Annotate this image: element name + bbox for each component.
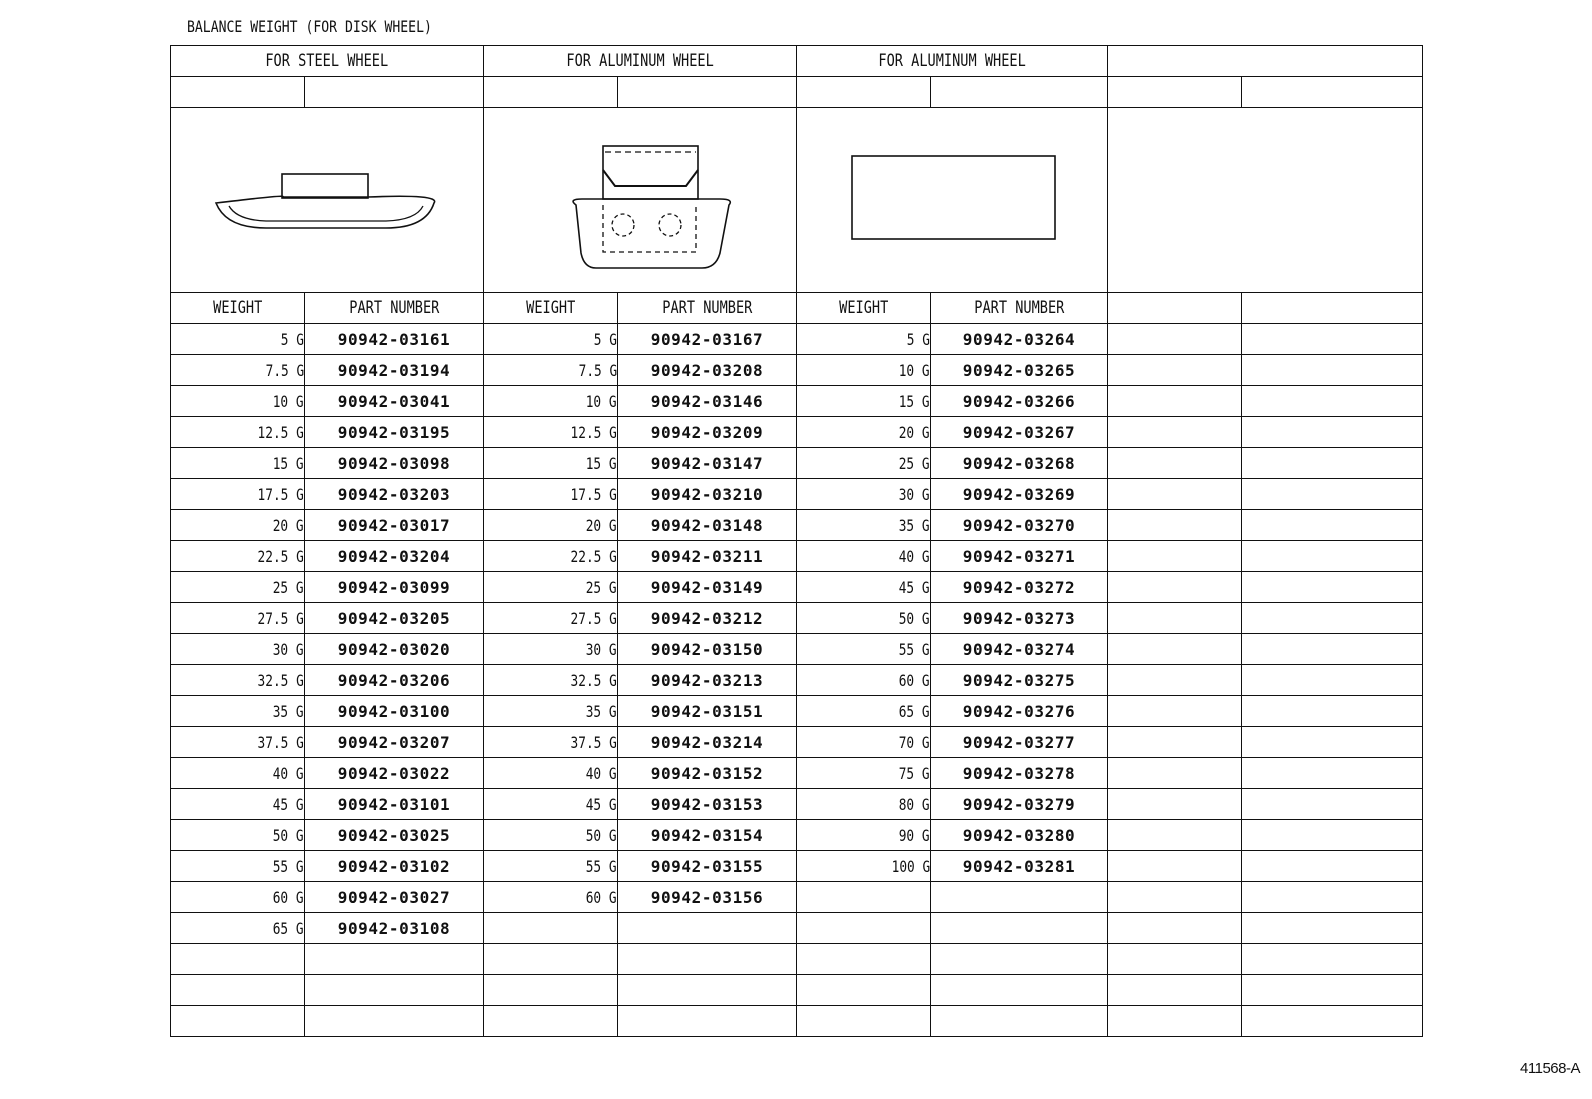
empty-cell xyxy=(1242,665,1423,696)
table-row xyxy=(171,479,1423,510)
part-number-cell xyxy=(618,1006,797,1037)
table-row xyxy=(171,355,1423,386)
weight-cell: 50 G xyxy=(797,603,931,634)
table-row xyxy=(171,789,1423,820)
empty-cell xyxy=(1108,789,1242,820)
aluminum-clip-weight-icon xyxy=(484,108,795,292)
part-number-cell: 90942-03273 xyxy=(931,603,1108,634)
weight-cell xyxy=(171,975,305,1006)
weight-column-header: WEIGHT xyxy=(797,293,931,324)
weight-cell: 55 G xyxy=(797,634,931,665)
weight-cell: 20 G xyxy=(484,510,618,541)
empty-cell xyxy=(1108,882,1242,913)
weight-cell: 100 G xyxy=(797,851,931,882)
weight-cell: 12.5 G xyxy=(171,417,305,448)
weight-cell: 40 G xyxy=(484,758,618,789)
empty-cell xyxy=(1108,510,1242,541)
empty-cell xyxy=(1242,634,1423,665)
part-number-column-header: PART NUMBER xyxy=(618,293,797,324)
weight-cell xyxy=(797,913,931,944)
weight-cell: 35 G xyxy=(171,696,305,727)
table-row xyxy=(171,324,1423,355)
part-number-cell: 90942-03207 xyxy=(305,727,484,758)
weight-cell: 35 G xyxy=(797,510,931,541)
part-number-cell: 90942-03195 xyxy=(305,417,484,448)
empty-cell xyxy=(1108,758,1242,789)
part-number-cell xyxy=(305,944,484,975)
part-number-cell: 90942-03281 xyxy=(931,851,1108,882)
empty-cell xyxy=(1108,851,1242,882)
part-number-cell: 90942-03206 xyxy=(305,665,484,696)
weight-cell: 30 G xyxy=(797,479,931,510)
weight-cell: 45 G xyxy=(484,789,618,820)
part-number-cell xyxy=(618,944,797,975)
weight-cell: 25 G xyxy=(797,448,931,479)
part-number-cell xyxy=(931,944,1108,975)
part-number-cell: 90942-03274 xyxy=(931,634,1108,665)
group-header-row xyxy=(171,46,1423,77)
weight-cell xyxy=(171,944,305,975)
part-number-cell: 90942-03267 xyxy=(931,417,1108,448)
weight-cell: 27.5 G xyxy=(171,603,305,634)
part-number-cell: 90942-03017 xyxy=(305,510,484,541)
weight-cell: 5 G xyxy=(484,324,618,355)
part-number-cell: 90942-03278 xyxy=(931,758,1108,789)
part-number-cell: 90942-03022 xyxy=(305,758,484,789)
part-number-cell: 90942-03208 xyxy=(618,355,797,386)
weight-cell: 10 G xyxy=(797,355,931,386)
empty-cell xyxy=(1242,448,1423,479)
weight-cell: 40 G xyxy=(171,758,305,789)
empty-cell xyxy=(1242,851,1423,882)
part-number-column-header: PART NUMBER xyxy=(931,293,1108,324)
table-row xyxy=(171,944,1423,975)
empty-cell xyxy=(1242,355,1423,386)
illustration-row xyxy=(171,108,1423,293)
part-number-cell: 90942-03194 xyxy=(305,355,484,386)
part-number-cell: 90942-03101 xyxy=(305,789,484,820)
empty-cell xyxy=(1108,603,1242,634)
weight-cell: 65 G xyxy=(171,913,305,944)
part-number-column-header: PART NUMBER xyxy=(305,293,484,324)
empty-cell xyxy=(1108,634,1242,665)
weight-cell: 45 G xyxy=(171,789,305,820)
weight-cell: 7.5 G xyxy=(484,355,618,386)
part-number-cell: 90942-03211 xyxy=(618,541,797,572)
part-number-cell: 90942-03271 xyxy=(931,541,1108,572)
empty-cell xyxy=(1108,448,1242,479)
weight-cell xyxy=(171,1006,305,1037)
part-number-cell: 90942-03204 xyxy=(305,541,484,572)
weight-cell: 10 G xyxy=(484,386,618,417)
weight-cell: 45 G xyxy=(797,572,931,603)
weight-cell: 22.5 G xyxy=(484,541,618,572)
table-row xyxy=(171,417,1423,448)
adhesive-weight-icon xyxy=(797,108,1108,292)
part-number-cell xyxy=(305,975,484,1006)
weight-cell xyxy=(797,1006,931,1037)
part-number-cell: 90942-03147 xyxy=(618,448,797,479)
weight-cell: 25 G xyxy=(484,572,618,603)
figure-code: 411568-A xyxy=(1520,1060,1580,1077)
weight-cell: 17.5 G xyxy=(171,479,305,510)
empty-cell xyxy=(1108,1006,1242,1037)
page-title: BALANCE WEIGHT (FOR DISK WHEEL) xyxy=(187,17,432,36)
part-number-cell: 90942-03209 xyxy=(618,417,797,448)
weight-cell: 22.5 G xyxy=(171,541,305,572)
part-number-cell: 90942-03149 xyxy=(618,572,797,603)
empty-cell xyxy=(1242,386,1423,417)
weight-cell: 65 G xyxy=(797,696,931,727)
empty-cell xyxy=(1242,417,1423,448)
part-number-cell: 90942-03108 xyxy=(305,913,484,944)
weight-cell: 70 G xyxy=(797,727,931,758)
empty-cell xyxy=(1242,944,1423,975)
part-number-cell: 90942-03027 xyxy=(305,882,484,913)
part-number-cell: 90942-03265 xyxy=(931,355,1108,386)
part-number-cell xyxy=(618,913,797,944)
part-number-cell: 90942-03266 xyxy=(931,386,1108,417)
weight-cell: 30 G xyxy=(484,634,618,665)
part-number-cell: 90942-03276 xyxy=(931,696,1108,727)
weight-cell: 15 G xyxy=(797,386,931,417)
weight-cell: 35 G xyxy=(484,696,618,727)
part-number-cell: 90942-03155 xyxy=(618,851,797,882)
part-number-cell: 90942-03148 xyxy=(618,510,797,541)
part-number-cell: 90942-03212 xyxy=(618,603,797,634)
weight-cell: 32.5 G xyxy=(171,665,305,696)
weight-cell: 50 G xyxy=(484,820,618,851)
part-number-cell xyxy=(305,1006,484,1037)
blank-subheader-row xyxy=(171,77,1423,108)
part-number-cell: 90942-03102 xyxy=(305,851,484,882)
part-number-cell: 90942-03214 xyxy=(618,727,797,758)
weight-cell: 55 G xyxy=(484,851,618,882)
part-number-cell: 90942-03213 xyxy=(618,665,797,696)
weight-cell xyxy=(484,975,618,1006)
part-number-cell: 90942-03161 xyxy=(305,324,484,355)
table-row xyxy=(171,665,1423,696)
empty-cell xyxy=(1242,913,1423,944)
weight-cell xyxy=(484,944,618,975)
weight-cell xyxy=(484,1006,618,1037)
weight-cell: 15 G xyxy=(484,448,618,479)
weight-cell: 60 G xyxy=(484,882,618,913)
weight-cell: 50 G xyxy=(171,820,305,851)
aluminum-weight-illustration xyxy=(484,108,797,293)
part-number-cell: 90942-03270 xyxy=(931,510,1108,541)
empty-cell xyxy=(1242,820,1423,851)
weight-cell xyxy=(797,882,931,913)
weight-cell: 25 G xyxy=(171,572,305,603)
group-header-steel: FOR STEEL WHEEL xyxy=(171,46,484,77)
weight-cell: 20 G xyxy=(171,510,305,541)
empty-cell xyxy=(1242,324,1423,355)
empty-cell xyxy=(1242,603,1423,634)
table-row xyxy=(171,572,1423,603)
part-number-cell: 90942-03277 xyxy=(931,727,1108,758)
empty-cell xyxy=(1108,696,1242,727)
empty-cell xyxy=(1108,386,1242,417)
table-row xyxy=(171,975,1423,1006)
weight-cell: 60 G xyxy=(171,882,305,913)
part-number-cell: 90942-03151 xyxy=(618,696,797,727)
weight-column-header: WEIGHT xyxy=(171,293,305,324)
group-header-aluminum: FOR ALUMINUM WHEEL xyxy=(484,46,797,77)
part-number-cell: 90942-03154 xyxy=(618,820,797,851)
table-row xyxy=(171,851,1423,882)
part-number-cell xyxy=(931,975,1108,1006)
weight-cell: 7.5 G xyxy=(171,355,305,386)
part-number-cell: 90942-03100 xyxy=(305,696,484,727)
weight-cell: 75 G xyxy=(797,758,931,789)
part-number-cell: 90942-03156 xyxy=(618,882,797,913)
column-header-row xyxy=(171,293,1423,324)
weight-cell: 37.5 G xyxy=(171,727,305,758)
empty-cell xyxy=(1242,882,1423,913)
part-number-cell: 90942-03153 xyxy=(618,789,797,820)
adhesive-weight-illustration xyxy=(797,108,1108,293)
part-number-cell: 90942-03275 xyxy=(931,665,1108,696)
weight-cell: 20 G xyxy=(797,417,931,448)
empty-cell xyxy=(1242,479,1423,510)
table-row xyxy=(171,727,1423,758)
part-number-cell: 90942-03041 xyxy=(305,386,484,417)
part-number-cell: 90942-03098 xyxy=(305,448,484,479)
empty-cell xyxy=(1108,665,1242,696)
part-number-cell: 90942-03025 xyxy=(305,820,484,851)
weight-cell: 12.5 G xyxy=(484,417,618,448)
table-row xyxy=(171,603,1423,634)
weight-column-header: WEIGHT xyxy=(484,293,618,324)
table-row xyxy=(171,758,1423,789)
part-number-cell: 90942-03264 xyxy=(931,324,1108,355)
weight-cell: 32.5 G xyxy=(484,665,618,696)
table-row xyxy=(171,696,1423,727)
weight-cell: 27.5 G xyxy=(484,603,618,634)
part-number-cell: 90942-03279 xyxy=(931,789,1108,820)
part-number-cell: 90942-03205 xyxy=(305,603,484,634)
part-number-cell: 90942-03268 xyxy=(931,448,1108,479)
table-row xyxy=(171,448,1423,479)
weight-cell: 55 G xyxy=(171,851,305,882)
part-number-cell: 90942-03280 xyxy=(931,820,1108,851)
empty-cell xyxy=(1108,479,1242,510)
table-row xyxy=(171,541,1423,572)
table-row xyxy=(171,1006,1423,1037)
part-number-cell: 90942-03150 xyxy=(618,634,797,665)
weight-cell: 30 G xyxy=(171,634,305,665)
part-number-cell: 90942-03020 xyxy=(305,634,484,665)
part-number-cell: 90942-03210 xyxy=(618,479,797,510)
empty-cell xyxy=(1242,727,1423,758)
part-number-cell: 90942-03272 xyxy=(931,572,1108,603)
part-number-cell: 90942-03167 xyxy=(618,324,797,355)
part-number-cell xyxy=(931,882,1108,913)
part-number-cell: 90942-03099 xyxy=(305,572,484,603)
empty-cell xyxy=(1108,727,1242,758)
empty-cell xyxy=(1108,541,1242,572)
part-number-cell: 90942-03269 xyxy=(931,479,1108,510)
empty-cell xyxy=(1108,820,1242,851)
weight-cell xyxy=(484,913,618,944)
weight-cell: 60 G xyxy=(797,665,931,696)
group-header-aluminum-adhesive: FOR ALUMINUM WHEEL xyxy=(797,46,1108,77)
empty-cell xyxy=(1242,1006,1423,1037)
group-header-empty xyxy=(1108,46,1423,77)
empty-cell xyxy=(1242,510,1423,541)
empty-cell xyxy=(1108,572,1242,603)
empty-cell xyxy=(1242,975,1423,1006)
empty-cell xyxy=(1108,975,1242,1006)
table-row xyxy=(171,634,1423,665)
empty-cell xyxy=(1242,572,1423,603)
weight-cell: 10 G xyxy=(171,386,305,417)
empty-cell xyxy=(1242,789,1423,820)
weight-cell: 15 G xyxy=(171,448,305,479)
empty-cell xyxy=(1108,913,1242,944)
weight-cell: 80 G xyxy=(797,789,931,820)
table-row xyxy=(171,510,1423,541)
weight-cell: 40 G xyxy=(797,541,931,572)
table-row xyxy=(171,913,1423,944)
table-row xyxy=(171,820,1423,851)
weight-cell: 5 G xyxy=(171,324,305,355)
table-row xyxy=(171,386,1423,417)
empty-cell xyxy=(1108,324,1242,355)
empty-cell xyxy=(1242,541,1423,572)
part-number-cell: 90942-03152 xyxy=(618,758,797,789)
weight-cell xyxy=(797,944,931,975)
balance-weight-table xyxy=(170,45,1423,1037)
weight-cell: 90 G xyxy=(797,820,931,851)
empty-cell xyxy=(1242,758,1423,789)
steel-clip-weight-icon xyxy=(171,108,482,292)
weight-cell: 37.5 G xyxy=(484,727,618,758)
part-number-cell: 90942-03146 xyxy=(618,386,797,417)
empty-cell xyxy=(1108,944,1242,975)
part-number-cell xyxy=(618,975,797,1006)
part-number-cell xyxy=(931,913,1108,944)
weight-cell: 5 G xyxy=(797,324,931,355)
empty-cell xyxy=(1242,696,1423,727)
part-number-cell: 90942-03203 xyxy=(305,479,484,510)
empty-cell xyxy=(1108,417,1242,448)
weight-cell xyxy=(797,975,931,1006)
part-number-cell xyxy=(931,1006,1108,1037)
empty-cell xyxy=(1108,355,1242,386)
table-row xyxy=(171,882,1423,913)
steel-weight-illustration xyxy=(171,108,484,293)
weight-cell: 17.5 G xyxy=(484,479,618,510)
